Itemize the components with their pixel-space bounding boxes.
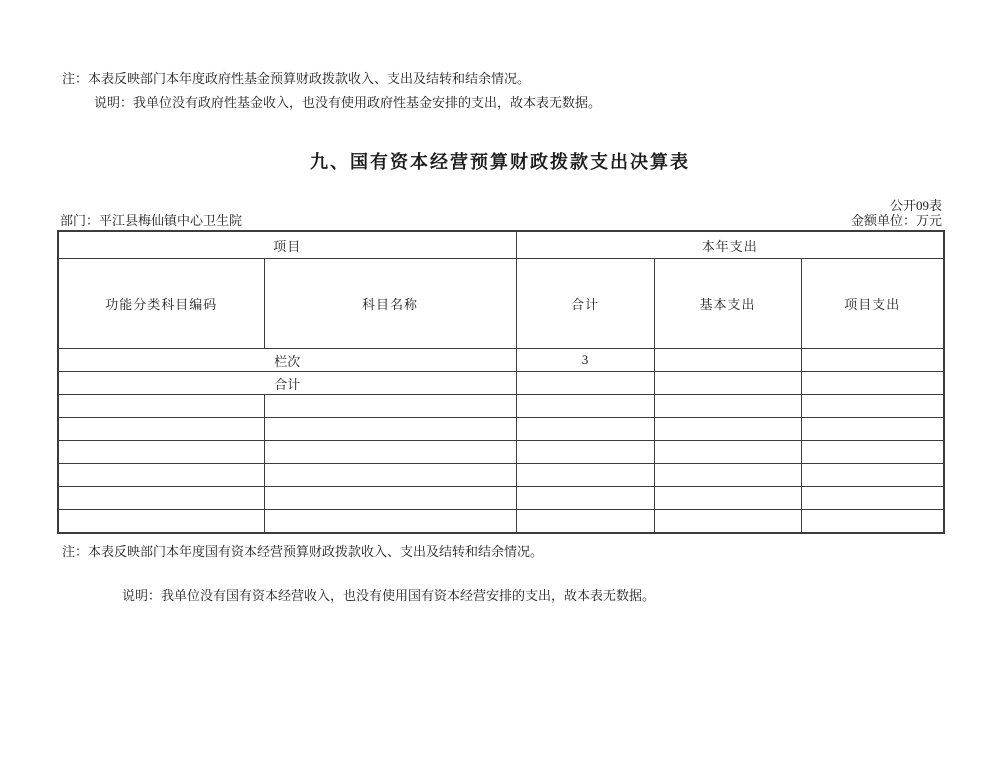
empty-rows-body: [58, 395, 944, 534]
empty-cell: [801, 441, 944, 464]
empty-cell: [516, 441, 654, 464]
table-row-total: [58, 372, 944, 395]
cell-heji-basic: [654, 372, 801, 395]
statement-table: [57, 230, 945, 534]
table-empty-row: [58, 510, 944, 534]
empty-cell: [264, 441, 516, 464]
cell-lanci-project: [801, 349, 944, 372]
page-title: 九、国有资本经营预算财政拨款支出决算表: [310, 152, 690, 172]
empty-cell: [264, 418, 516, 441]
table-group-header-row: [58, 231, 944, 259]
note-state-capital-explanation: 说明：我单位没有国有资本经营收入，也没有使用国有资本经营安排的支出，故本表无数据。: [122, 588, 656, 603]
row-label-heji: 合计: [58, 372, 516, 395]
col-header-total: 合计: [516, 259, 654, 349]
empty-cell: [58, 441, 264, 464]
table-empty-row: [58, 441, 944, 464]
cell-lanci-basic: [654, 349, 801, 372]
empty-cell: [264, 395, 516, 418]
empty-cell: [58, 395, 264, 418]
empty-cell: [58, 510, 264, 534]
empty-cell: [516, 510, 654, 534]
amount-unit-label: 金额单位：万元: [850, 213, 942, 228]
header-group-annual-expenditure: 本年支出: [516, 231, 944, 259]
table-column-header-row: [58, 259, 944, 349]
table-code-label: 公开09表: [889, 198, 942, 213]
empty-cell: [654, 418, 801, 441]
col-header-project-expenditure: 项目支出: [801, 259, 944, 349]
empty-cell: [654, 441, 801, 464]
row-label-lanci: 栏次: [58, 349, 516, 372]
table-empty-row: [58, 395, 944, 418]
col-header-function-code: 功能分类科目编码: [58, 259, 264, 349]
empty-cell: [801, 464, 944, 487]
empty-cell: [801, 510, 944, 534]
col-header-basic-expenditure: 基本支出: [654, 259, 801, 349]
table-row-column-index: [58, 349, 944, 372]
note-government-fund: 注：本表反映部门本年度政府性基金预算财政拨款收入、支出及结转和结余情况。: [62, 71, 531, 86]
empty-cell: [516, 464, 654, 487]
cell-lanci-total: 3: [516, 349, 654, 372]
col-header-subject-name: 科目名称: [264, 259, 516, 349]
note-state-capital: 注：本表反映部门本年度国有资本经营预算财政拨款收入、支出及结转和结余情况。: [62, 544, 544, 559]
empty-cell: [58, 487, 264, 510]
table-meta-row: [60, 210, 942, 229]
empty-cell: [801, 487, 944, 510]
empty-cell: [801, 395, 944, 418]
empty-cell: [654, 510, 801, 534]
empty-cell: [58, 464, 264, 487]
table-empty-row: [58, 487, 944, 510]
empty-cell: [801, 418, 944, 441]
empty-cell: [264, 510, 516, 534]
header-group-project: 项目: [58, 231, 516, 259]
empty-cell: [516, 418, 654, 441]
department-label: 部门：平江县梅仙镇中心卫生院: [60, 213, 243, 228]
empty-cell: [654, 487, 801, 510]
empty-cell: [516, 487, 654, 510]
empty-cell: [264, 487, 516, 510]
empty-cell: [58, 418, 264, 441]
cell-heji-project: [801, 372, 944, 395]
cell-heji-total: [516, 372, 654, 395]
note-government-fund-explanation: 说明：我单位没有政府性基金收入，也没有使用政府性基金安排的支出，故本表无数据。: [94, 95, 602, 110]
table-empty-row: [58, 464, 944, 487]
empty-cell: [516, 395, 654, 418]
empty-cell: [654, 464, 801, 487]
table-empty-row: [58, 418, 944, 441]
empty-cell: [264, 464, 516, 487]
empty-cell: [654, 395, 801, 418]
